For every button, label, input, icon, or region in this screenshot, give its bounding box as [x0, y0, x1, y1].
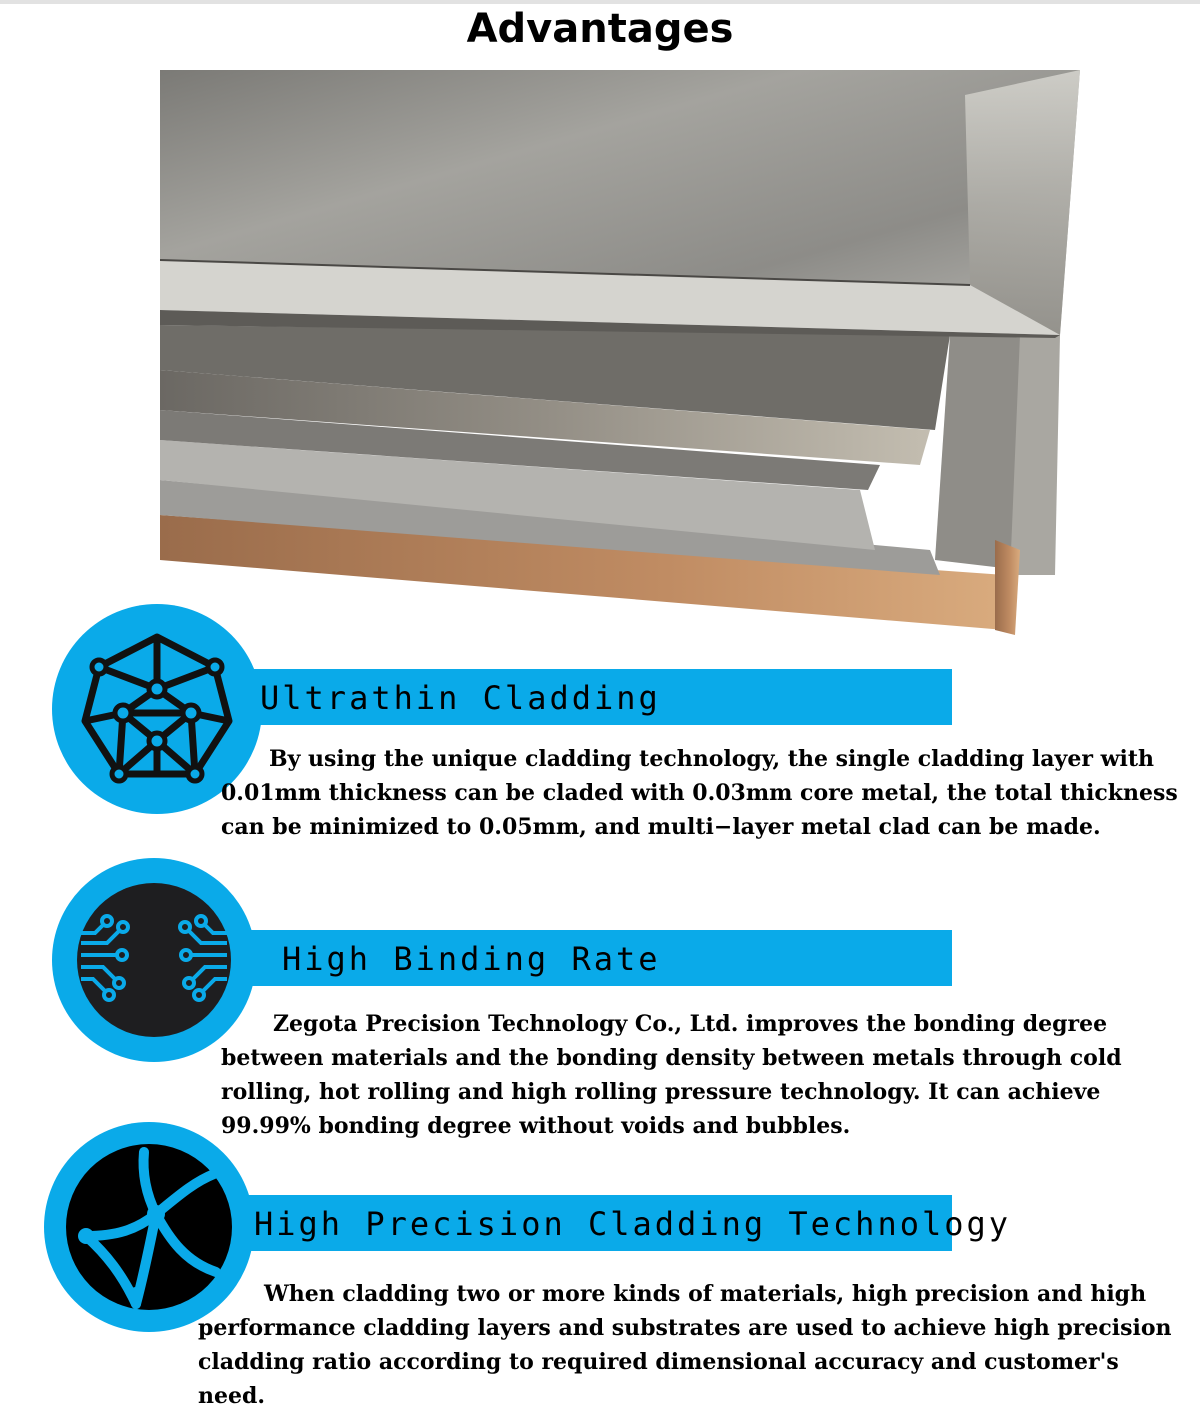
page-title: Advantages: [466, 6, 734, 52]
clad-metal-sheets-photo: [160, 70, 1086, 636]
heading-ultrathin-cladding: Ultrathin Cladding: [260, 679, 661, 717]
geodesic-sphere-icon: [77, 629, 237, 789]
heading-high-precision-cladding: High Precision Cladding Technology: [254, 1205, 1012, 1243]
body-high-precision-cladding: [198, 1277, 1188, 1413]
circuit-icon: [77, 883, 231, 1037]
body-text: Zegota Precision Technology Co., Ltd. improves the bonding degree between materials and the bonding density between metals through cold rolling, hot rolling and high rolling pressure technology. It can achieve 99.99% bonding degree without voids and bubbles.: [221, 1011, 1122, 1139]
top-divider: [0, 0, 1200, 4]
heading-high-binding-rate: High Binding Rate: [282, 940, 661, 978]
body-text: When cladding two or more kinds of materials, high precision and high performance cladding layers and substrates are used to achieve high precision cladding ratio according to required dimensional accuracy and customer's need.: [198, 1281, 1172, 1409]
body-high-binding-rate: [221, 1007, 1181, 1143]
body-text: By using the unique cladding technology, the single cladding layer with 0.01mm thickness can be claded with 0.03mm core metal, the total thickness can be minimized to 0.05mm, and multi−layer metal clad can be made.: [221, 746, 1178, 840]
body-ultrathin-cladding: [221, 742, 1181, 844]
